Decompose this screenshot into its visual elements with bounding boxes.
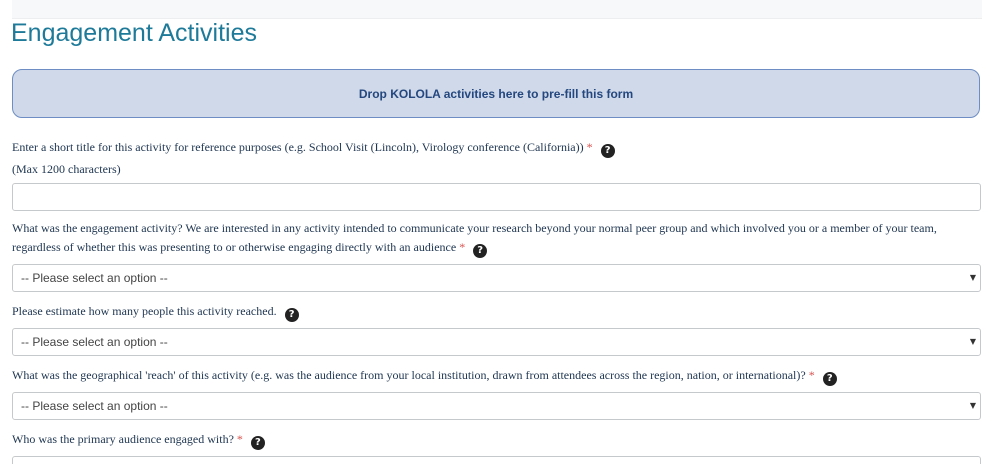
- question-circle-icon[interactable]: ?: [601, 144, 615, 158]
- question-circle-icon[interactable]: ?: [251, 436, 265, 450]
- chevron-down-icon: ▼: [969, 273, 976, 282]
- people-reached-label: [12, 301, 299, 322]
- people-reached-label-text: Please estimate how many people this activity reached.: [12, 304, 277, 318]
- required-marker: *: [236, 432, 243, 446]
- top-bar: [12, 0, 982, 19]
- title-field-label-text: Enter a short title for this activity for reference purposes (e.g. School Visit (Lincoln), Virology conference (California)): [12, 140, 584, 154]
- engagement-activity-select[interactable]: [12, 264, 981, 292]
- geographical-reach-label: [12, 365, 837, 386]
- question-circle-icon[interactable]: ?: [473, 244, 487, 258]
- engagement-activity-label-line1: What was the engagement activity? We are interested in any activity intended to communicate your research beyond your normal peer group and which involved you or a member of your team,: [12, 221, 937, 235]
- engagement-activity-label-text: regardless of whether this was presenting to or otherwise engaging directly with an audience: [12, 240, 457, 254]
- page-title: Engagement Activities: [11, 19, 257, 47]
- required-marker: *: [586, 140, 593, 154]
- primary-audience-select[interactable]: [12, 456, 981, 464]
- engagement-activity-label: [12, 237, 487, 258]
- geographical-reach-select[interactable]: [12, 392, 981, 420]
- select-value: -- Please select an option --: [21, 271, 168, 285]
- primary-audience-label: [12, 429, 265, 450]
- title-input[interactable]: [12, 183, 981, 211]
- chevron-down-icon: ▼: [969, 401, 976, 410]
- primary-audience-label-text: Who was the primary audience engaged with?: [12, 432, 234, 446]
- required-marker: *: [459, 240, 466, 254]
- chevron-down-icon: ▼: [969, 337, 976, 346]
- select-value: -- Please select an option --: [21, 335, 168, 349]
- question-circle-icon[interactable]: ?: [285, 308, 299, 322]
- people-reached-select[interactable]: [12, 328, 981, 356]
- select-value: -- Please select an option --: [21, 399, 168, 413]
- drop-zone-text: Drop KOLOLA activities here to pre-fill this form: [358, 86, 634, 101]
- title-field-label: [12, 137, 615, 158]
- kolola-drop-zone[interactable]: [12, 69, 980, 118]
- required-marker: *: [808, 368, 815, 382]
- question-circle-icon[interactable]: ?: [823, 372, 837, 386]
- geographical-reach-label-text: What was the geographical 'reach' of this activity (e.g. was the audience from your local institution, drawn from attendees across the region, nation, or international)?: [12, 368, 806, 382]
- title-field-hint: (Max 1200 characters): [12, 162, 121, 176]
